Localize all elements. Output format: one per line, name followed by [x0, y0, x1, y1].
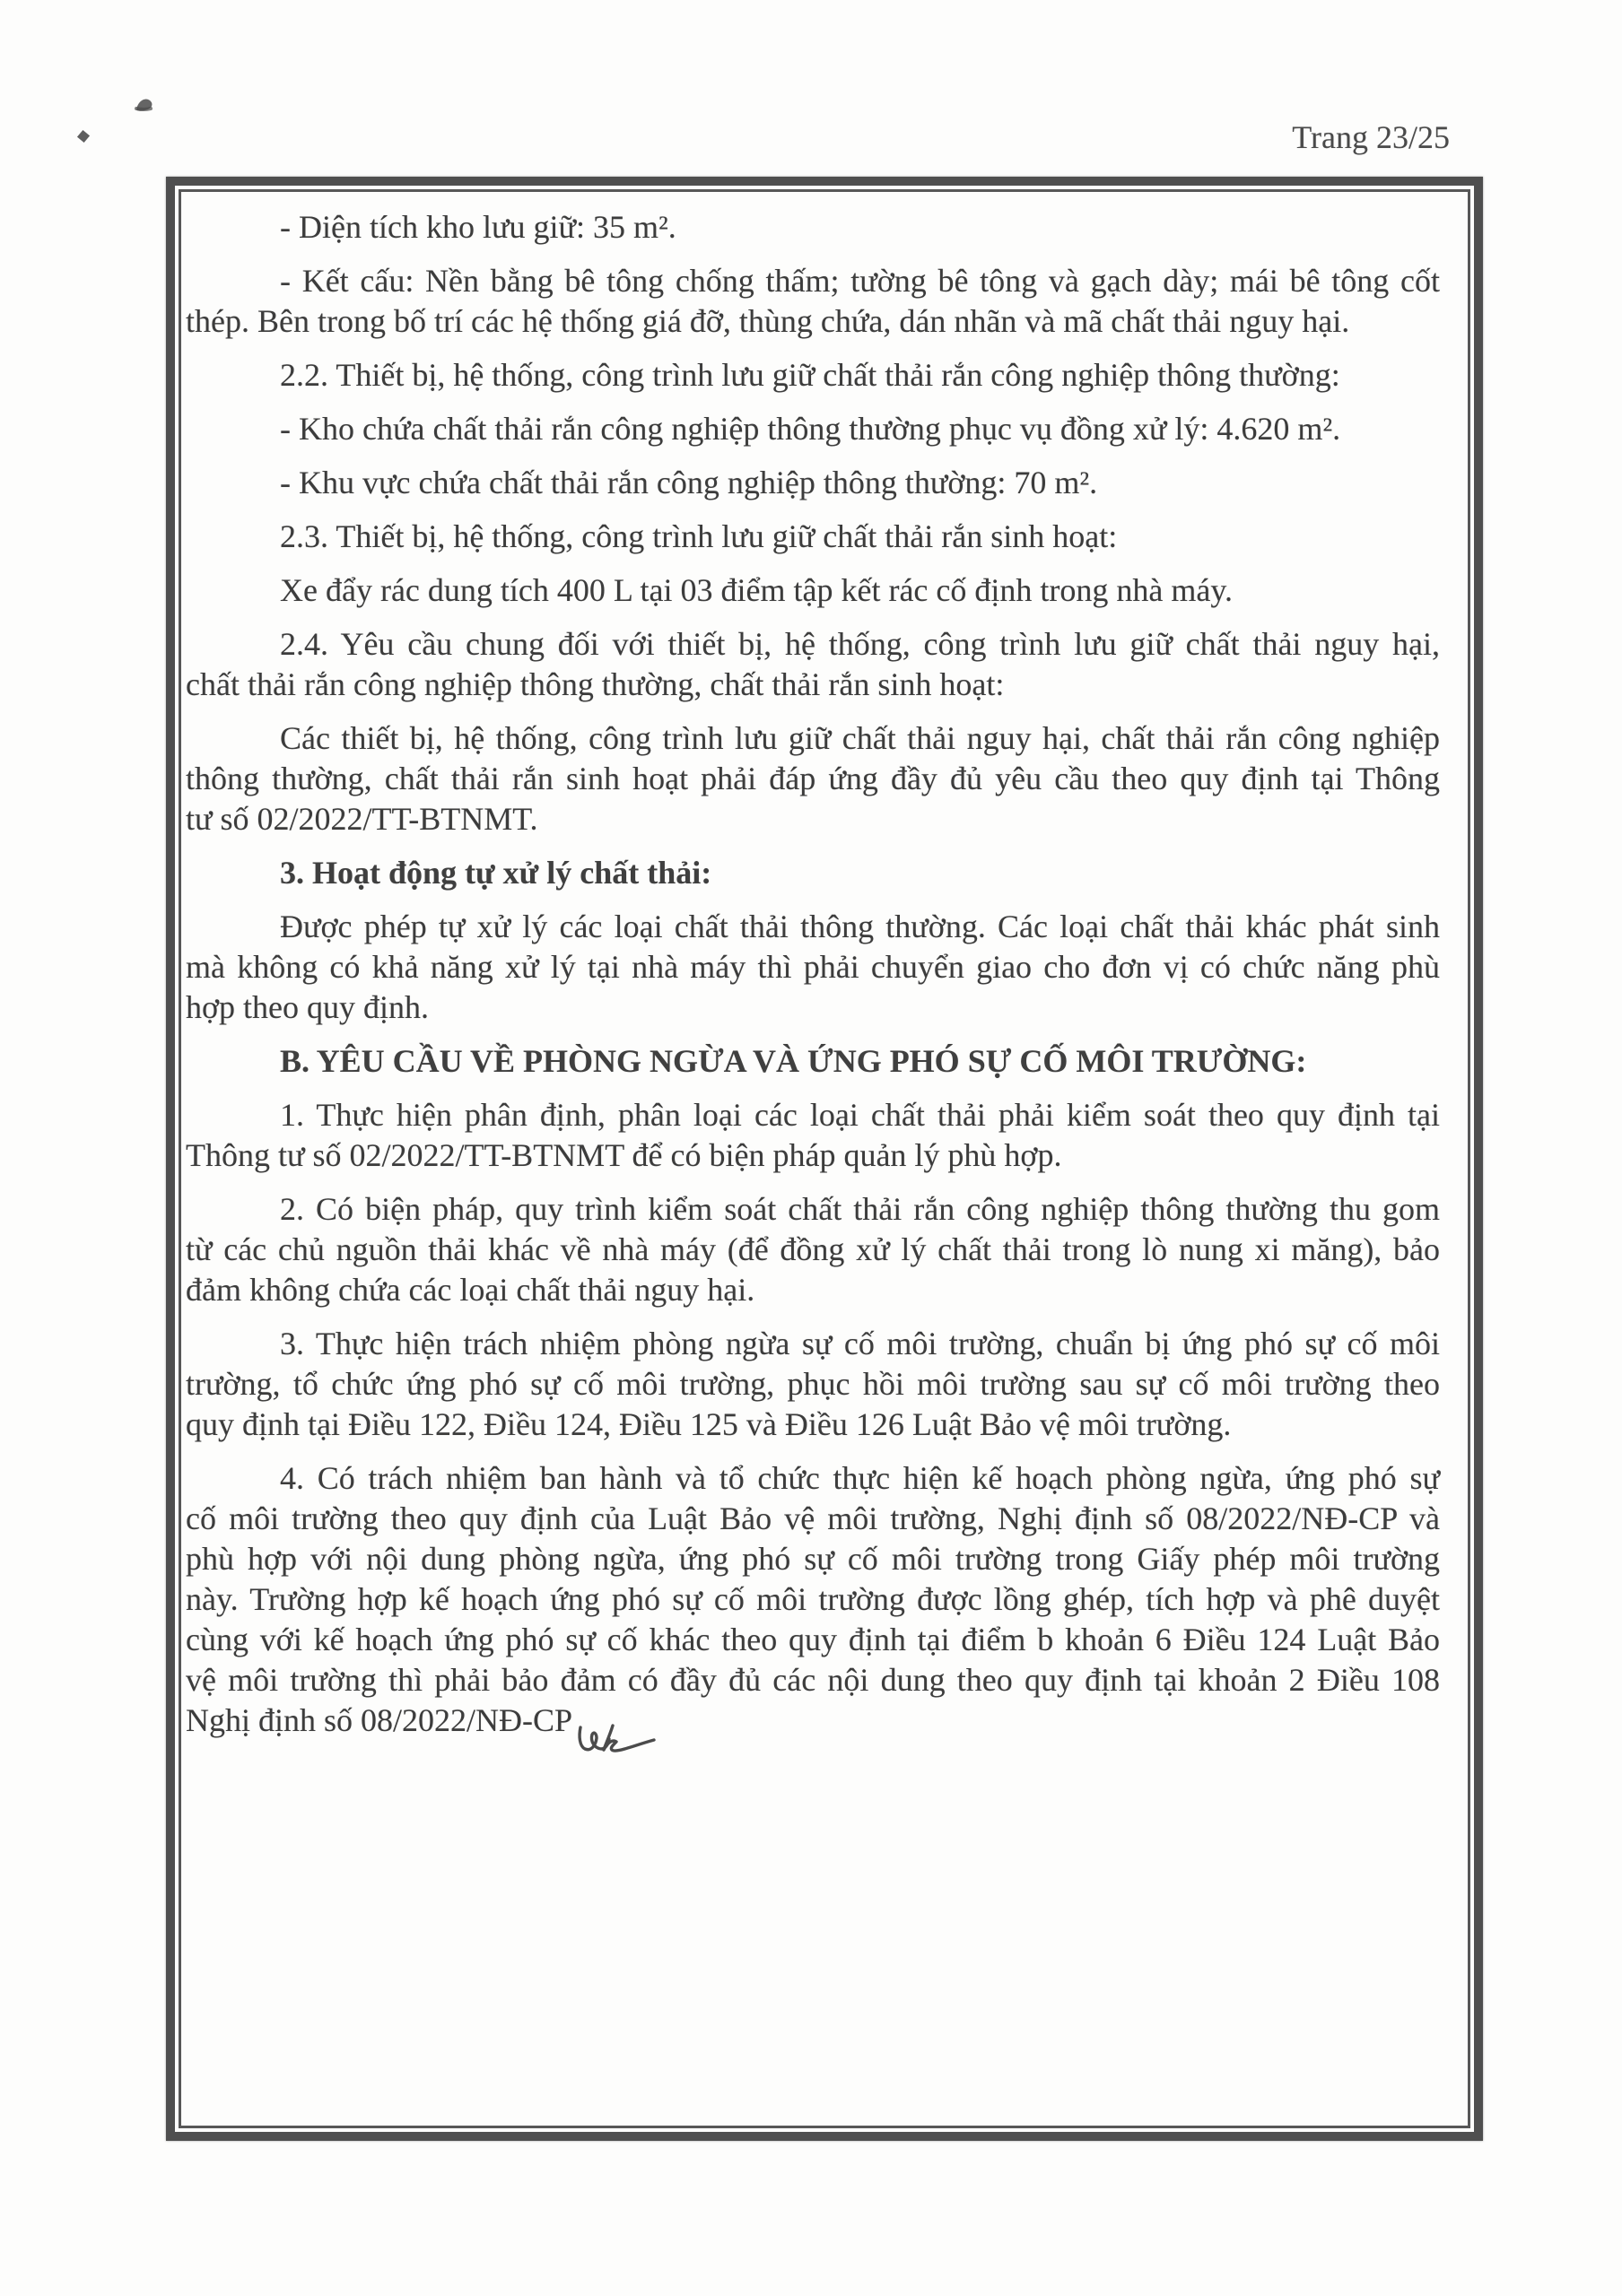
text-line: quy định tại Điều 122, Điều 124, Điều 125 và Điều 126 Luật Bảo vệ môi trường. [186, 1406, 1232, 1442]
paragraph [186, 570, 1440, 611]
text-line: cố môi trường theo quy định của Luật Bảo vệ môi trường, Nghị định số 08/2022/NĐ-CP và [186, 1500, 1440, 1536]
text-line: 3. Thực hiện trách nhiệm phòng ngừa sự cố môi trường, chuẩn bị ứng phó sự cố môi [280, 1326, 1440, 1361]
text-line: cùng với kế hoạch ứng phó sự cố khác theo quy định tại điểm b khoản 6 Điều 124 Luật Bảo [186, 1622, 1440, 1657]
paragraph [186, 1189, 1440, 1310]
paragraph [186, 624, 1440, 705]
text-line: Thông tư số 02/2022/TT-BTNMT để có biện pháp quản lý phù hợp. [186, 1137, 1062, 1173]
heading-paragraph [186, 853, 1440, 893]
text-line: này. Trường hợp kế hoạch ứng phó sự cố môi trường được lồng ghép, tích hợp và phê duyệt [186, 1581, 1440, 1617]
text-line: tư số 02/2022/TT-BTNMT. [186, 801, 538, 837]
paragraph [186, 907, 1440, 1028]
paragraph [186, 261, 1440, 342]
text-line: 4. Có trách nhiệm ban hành và tổ chức thực hiện kế hoạch phòng ngừa, ứng phó sự [280, 1460, 1440, 1496]
text-line: vệ môi trường thì phải bảo đảm có đầy đủ các nội dung theo quy định tại khoản 2 Điều 108 [186, 1662, 1440, 1698]
text-line: 2. Có biện pháp, quy trình kiểm soát chất thải rắn công nghiệp thông thường thu gom [280, 1191, 1440, 1227]
text-line: 2.3. Thiết bị, hệ thống, công trình lưu giữ chất thải rắn sinh hoạt: [280, 518, 1118, 554]
text-line: 3. Hoạt động tự xử lý chất thải: [280, 855, 712, 891]
paragraph [186, 1324, 1440, 1445]
text-line: đảm không chứa các loại chất thải nguy hại. [186, 1272, 755, 1308]
heading-paragraph [186, 1041, 1440, 1082]
text-line: - Kết cấu: Nền bằng bê tông chống thấm; tường bê tông và gạch dày; mái bê tông cốt [280, 263, 1440, 299]
paragraph [186, 1458, 1440, 1763]
handwritten-initials [576, 1720, 658, 1763]
text-line: chất thải rắn công nghiệp thông thường, chất thải rắn sinh hoạt: [186, 666, 1005, 702]
paragraph [186, 517, 1440, 557]
paragraph [186, 207, 1440, 248]
document-frame-inner-border [179, 189, 1470, 2128]
pen-dot-icon [77, 130, 90, 143]
text-line: thông thường, chất thải rắn sinh hoạt phải đáp ứng đầy đủ yêu cầu theo quy định tại Thông [186, 761, 1440, 796]
text-line: phù hợp với nội dung phòng ngừa, ứng phó sự cố môi trường trong Giấy phép môi trường [186, 1541, 1440, 1577]
page-number: Trang 23/25 [1292, 119, 1450, 155]
text-line: trường, tổ chức ứng phó sự cố môi trường, phục hồi môi trường sau sự cố môi trường theo [186, 1366, 1440, 1402]
text-line: B. YÊU CẦU VỀ PHÒNG NGỪA VÀ ỨNG PHÓ SỰ CỐ MÔI TRƯỜNG: [280, 1043, 1307, 1079]
text-line: Nghị định số 08/2022/NĐ-CP [186, 1700, 1440, 1763]
text-line: mà không có khả năng xử lý tại nhà máy thì phải chuyển giao cho đơn vị có chức năng phù [186, 949, 1440, 985]
text-line: Được phép tự xử lý các loại chất thải thông thường. Các loại chất thải khác phát sinh [280, 909, 1440, 944]
text-line: thép. Bên trong bố trí các hệ thống giá đỡ, thùng chứa, dán nhãn và mã chất thải nguy hại. [186, 303, 1350, 339]
paragraph [186, 718, 1440, 839]
paragraph [186, 463, 1440, 503]
text-line: - Diện tích kho lưu giữ: 35 m². [280, 209, 676, 245]
document-frame [166, 177, 1483, 2141]
paragraph [186, 355, 1440, 396]
text-line: 2.2. Thiết bị, hệ thống, công trình lưu giữ chất thải rắn công nghiệp thông thường: [280, 357, 1340, 393]
text-line: - Khu vực chứa chất thải rắn công nghiệp thông thường: 70 m². [280, 465, 1098, 500]
text-line: 2.4. Yêu cầu chung đối với thiết bị, hệ thống, công trình lưu giữ chất thải nguy hại, [280, 626, 1440, 662]
text-line: - Kho chứa chất thải rắn công nghiệp thông thường phục vụ đồng xử lý: 4.620 m². [280, 411, 1341, 447]
text-line: từ các chủ nguồn thải khác về nhà máy (để đồng xử lý chất thải trong lò nung xi măng), bảo [186, 1231, 1440, 1267]
text-line: 1. Thực hiện phân định, phân loại các loại chất thải phải kiểm soát theo quy định tại [280, 1097, 1440, 1133]
paragraph [186, 409, 1440, 449]
paragraph [186, 1095, 1440, 1176]
pen-tick-icon [136, 99, 152, 110]
text-line: Xe đẩy rác dung tích 400 L tại 03 điểm tập kết rác cố định trong nhà máy. [280, 572, 1233, 608]
document-body [186, 207, 1440, 1777]
text-line: hợp theo quy định. [186, 989, 430, 1025]
text-line: Các thiết bị, hệ thống, công trình lưu giữ chất thải nguy hại, chất thải rắn công nghiệp [280, 720, 1440, 756]
